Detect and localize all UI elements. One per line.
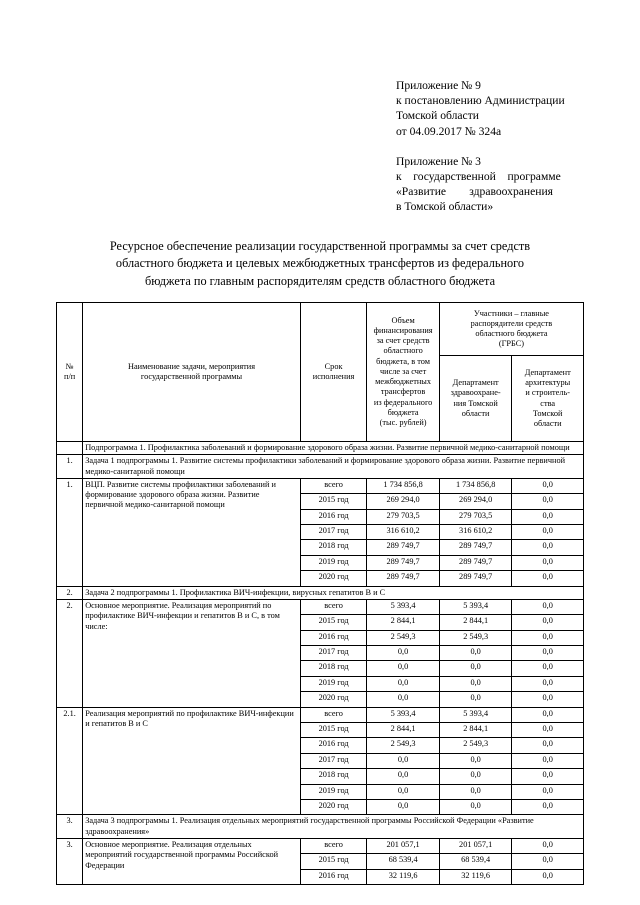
- dep-architecture-value-cell: 0,0: [512, 615, 584, 630]
- dep-architecture-value-cell: 0,0: [512, 661, 584, 676]
- row-number: 3.: [57, 815, 83, 839]
- dep-health-value-cell: 5 393,4: [439, 707, 512, 722]
- table-section-row: [57, 455, 584, 479]
- measure-name: Основное мероприятие. Реализация отдельных мероприятий государственной программы Российской Федерации: [83, 838, 301, 884]
- header-name: Наименование задачи, мероприятия государственной программы: [83, 303, 301, 442]
- dep-architecture-value-cell: 0,0: [512, 869, 584, 884]
- volume-value-cell: 1 734 856,8: [367, 478, 440, 493]
- dep-architecture-value-cell: 0,0: [512, 646, 584, 661]
- appendix-9-line-3: Томской области: [396, 109, 479, 123]
- dep-health-value-cell: 0,0: [439, 692, 512, 707]
- volume-value-cell: 0,0: [367, 800, 440, 815]
- appendix-9-line-2: к постановлению Администрации: [396, 94, 565, 108]
- volume-value-cell: 2 549,3: [367, 738, 440, 753]
- dep-architecture-value-cell: 0,0: [512, 525, 584, 540]
- row-number: [57, 442, 83, 455]
- resource-allocation-table: [56, 302, 584, 885]
- dep-architecture-value-cell: 0,0: [512, 509, 584, 524]
- section-title: Задача 2 подпрограммы 1. Профилактика ВИЧ-инфекции, вирусных гепатитов В и С: [83, 586, 584, 599]
- dep-architecture-value-cell: 0,0: [512, 753, 584, 768]
- dep-health-value-cell: 2 549,3: [439, 630, 512, 645]
- dep-health-value-cell: 289 749,7: [439, 571, 512, 586]
- dep-health-value-cell: 269 294,0: [439, 494, 512, 509]
- period-cell: 2016 год: [300, 869, 367, 884]
- dep-health-value-cell: 0,0: [439, 784, 512, 799]
- dep-architecture-value-cell: 0,0: [512, 723, 584, 738]
- volume-value-cell: 0,0: [367, 676, 440, 691]
- volume-value-cell: 316 610,2: [367, 525, 440, 540]
- appendix-9-line-1: Приложение № 9: [396, 79, 481, 92]
- volume-value-cell: 279 703,5: [367, 509, 440, 524]
- period-cell: 2015 год: [300, 723, 367, 738]
- dep-health-value-cell: 2 549,3: [439, 738, 512, 753]
- volume-value-cell: 5 393,4: [367, 707, 440, 722]
- volume-value-cell: 0,0: [367, 646, 440, 661]
- volume-value-cell: 5 393,4: [367, 599, 440, 614]
- page-title-line-1: Ресурсное обеспечение реализации государственной программы за счет средств: [109, 239, 531, 253]
- appendix-3-line-2: к государственной программе: [396, 170, 561, 184]
- period-cell: 2018 год: [300, 661, 367, 676]
- table-section-row: [57, 442, 584, 455]
- table-row: [57, 599, 584, 614]
- volume-value-cell: 0,0: [367, 661, 440, 676]
- period-cell: всего: [300, 478, 367, 493]
- dep-health-value-cell: 5 393,4: [439, 599, 512, 614]
- period-cell: 2018 год: [300, 769, 367, 784]
- volume-value-cell: 2 549,3: [367, 630, 440, 645]
- dep-health-value-cell: 0,0: [439, 769, 512, 784]
- volume-value-cell: 0,0: [367, 784, 440, 799]
- dep-architecture-value-cell: 0,0: [512, 854, 584, 869]
- measure-name: Основное мероприятие. Реализация мероприятий по профилактике ВИЧ-инфекции и гепатитов В и С, в том числе:: [83, 599, 301, 707]
- section-title: Задача 1 подпрограммы 1. Развитие системы профилактики заболеваний и формирование здорового образа жизни. Развитие первичной медико-санитарной помощи: [83, 455, 584, 479]
- period-cell: 2015 год: [300, 854, 367, 869]
- header-volume: Объем финансирования за счет средств областного бюджета, в том числе за счет межбюджетных трансфертов из федерального бюджета (тыс. рублей): [367, 303, 440, 442]
- dep-health-value-cell: 32 119,6: [439, 869, 512, 884]
- header-row-top: [57, 303, 584, 356]
- appendix-9-line-4: от 04.09.2017 № 324а: [396, 124, 502, 138]
- dep-architecture-value-cell: 0,0: [512, 800, 584, 815]
- header-dep-health: Департамент здравоохране- ния Томской области: [439, 356, 512, 442]
- dep-health-value-cell: 201 057,1: [439, 838, 512, 853]
- dep-health-value-cell: 279 703,5: [439, 509, 512, 524]
- table-section-row: [57, 815, 584, 839]
- measure-name: ВЦП. Развитие системы профилактики заболеваний и формирование здорового образа жизни. Развитие первичной медико-санитарной помощи: [83, 478, 301, 586]
- header-grbs: Участники – главные распорядители средств областного бюджета (ГРБС): [439, 303, 583, 356]
- period-cell: 2020 год: [300, 800, 367, 815]
- appendix-3-line-4: в Томской области»: [396, 200, 494, 214]
- dep-architecture-value-cell: 0,0: [512, 738, 584, 753]
- page-title-line-3: бюджета по главным распорядителям средств областного бюджета: [144, 273, 496, 288]
- dep-architecture-value-cell: 0,0: [512, 599, 584, 614]
- table-row: [57, 478, 584, 493]
- dep-architecture-value-cell: 0,0: [512, 540, 584, 555]
- measure-name: Реализация мероприятий по профилактике ВИЧ-инфекции и гепатитов В и С: [83, 707, 301, 815]
- volume-value-cell: 269 294,0: [367, 494, 440, 509]
- volume-value-cell: 0,0: [367, 769, 440, 784]
- volume-value-cell: 2 844,1: [367, 723, 440, 738]
- table-body: [57, 442, 584, 885]
- dep-architecture-value-cell: 0,0: [512, 478, 584, 493]
- row-number: 2.1.: [57, 707, 83, 815]
- section-title: Подпрограмма 1. Профилактика заболеваний и формирование здорового образа жизни. Развитие первичной медико-санитарной помощи: [83, 442, 584, 455]
- table-section-row: [57, 586, 584, 599]
- dep-architecture-value-cell: 0,0: [512, 494, 584, 509]
- dep-architecture-value-cell: 0,0: [512, 707, 584, 722]
- period-cell: 2018 год: [300, 540, 367, 555]
- table-row: [57, 838, 584, 853]
- row-number: 2.: [57, 586, 83, 599]
- period-cell: всего: [300, 707, 367, 722]
- volume-value-cell: 0,0: [367, 753, 440, 768]
- period-cell: всего: [300, 838, 367, 853]
- row-number: 1.: [57, 478, 83, 586]
- volume-value-cell: 289 749,7: [367, 571, 440, 586]
- dep-architecture-value-cell: 0,0: [512, 838, 584, 853]
- dep-health-value-cell: 68 539,4: [439, 854, 512, 869]
- row-number: 1.: [57, 455, 83, 479]
- dep-health-value-cell: 0,0: [439, 800, 512, 815]
- period-cell: 2019 год: [300, 784, 367, 799]
- period-cell: 2020 год: [300, 571, 367, 586]
- dep-health-value-cell: 316 610,2: [439, 525, 512, 540]
- period-cell: 2017 год: [300, 525, 367, 540]
- volume-value-cell: 201 057,1: [367, 838, 440, 853]
- page-title-line-2: областного бюджета и целевых межбюджетных трансфертов из федерального: [115, 256, 525, 271]
- dep-health-value-cell: 289 749,7: [439, 555, 512, 570]
- period-cell: 2020 год: [300, 692, 367, 707]
- period-cell: всего: [300, 599, 367, 614]
- dep-health-value-cell: 0,0: [439, 646, 512, 661]
- row-number: 3.: [57, 838, 83, 884]
- period-cell: 2019 год: [300, 676, 367, 691]
- volume-value-cell: 289 749,7: [367, 540, 440, 555]
- period-cell: 2017 год: [300, 753, 367, 768]
- dep-architecture-value-cell: 0,0: [512, 692, 584, 707]
- period-cell: 2016 год: [300, 509, 367, 524]
- volume-value-cell: 0,0: [367, 692, 440, 707]
- header-num: № п/п: [57, 303, 83, 442]
- appendix-3-line-1: Приложение № 3: [396, 154, 481, 168]
- volume-value-cell: 68 539,4: [367, 854, 440, 869]
- dep-health-value-cell: 0,0: [439, 753, 512, 768]
- appendix-header-block: [396, 78, 588, 215]
- appendix-spacer: [396, 139, 588, 154]
- dep-architecture-value-cell: 0,0: [512, 784, 584, 799]
- period-cell: 2015 год: [300, 615, 367, 630]
- period-cell: 2017 год: [300, 646, 367, 661]
- period-cell: 2016 год: [300, 738, 367, 753]
- volume-value-cell: 289 749,7: [367, 555, 440, 570]
- dep-architecture-value-cell: 0,0: [512, 769, 584, 784]
- table-head: [57, 303, 584, 442]
- section-title: Задача 3 подпрограммы 1. Реализация отдельных мероприятий государственной программы Российской Федерации «Развитие здравоохранения»: [83, 815, 584, 839]
- volume-value-cell: 2 844,1: [367, 615, 440, 630]
- header-term: Срок исполнения: [300, 303, 367, 442]
- dep-architecture-value-cell: 0,0: [512, 630, 584, 645]
- dep-architecture-value-cell: 0,0: [512, 555, 584, 570]
- dep-health-value-cell: 1 734 856,8: [439, 478, 512, 493]
- dep-architecture-value-cell: 0,0: [512, 571, 584, 586]
- page-title: [60, 238, 580, 290]
- dep-health-value-cell: 289 749,7: [439, 540, 512, 555]
- appendix-3-line-3: «Развитие здравоохранения: [396, 185, 553, 199]
- period-cell: 2015 год: [300, 494, 367, 509]
- dep-architecture-value-cell: 0,0: [512, 676, 584, 691]
- dep-health-value-cell: 2 844,1: [439, 723, 512, 738]
- dep-health-value-cell: 2 844,1: [439, 615, 512, 630]
- header-dep-architecture: Департамент архитектуры и строитель- ства Томской области: [512, 356, 584, 442]
- row-number: 2.: [57, 599, 83, 707]
- table-row: [57, 707, 584, 722]
- volume-value-cell: 32 119,6: [367, 869, 440, 884]
- period-cell: 2016 год: [300, 630, 367, 645]
- period-cell: 2019 год: [300, 555, 367, 570]
- dep-health-value-cell: 0,0: [439, 676, 512, 691]
- dep-health-value-cell: 0,0: [439, 661, 512, 676]
